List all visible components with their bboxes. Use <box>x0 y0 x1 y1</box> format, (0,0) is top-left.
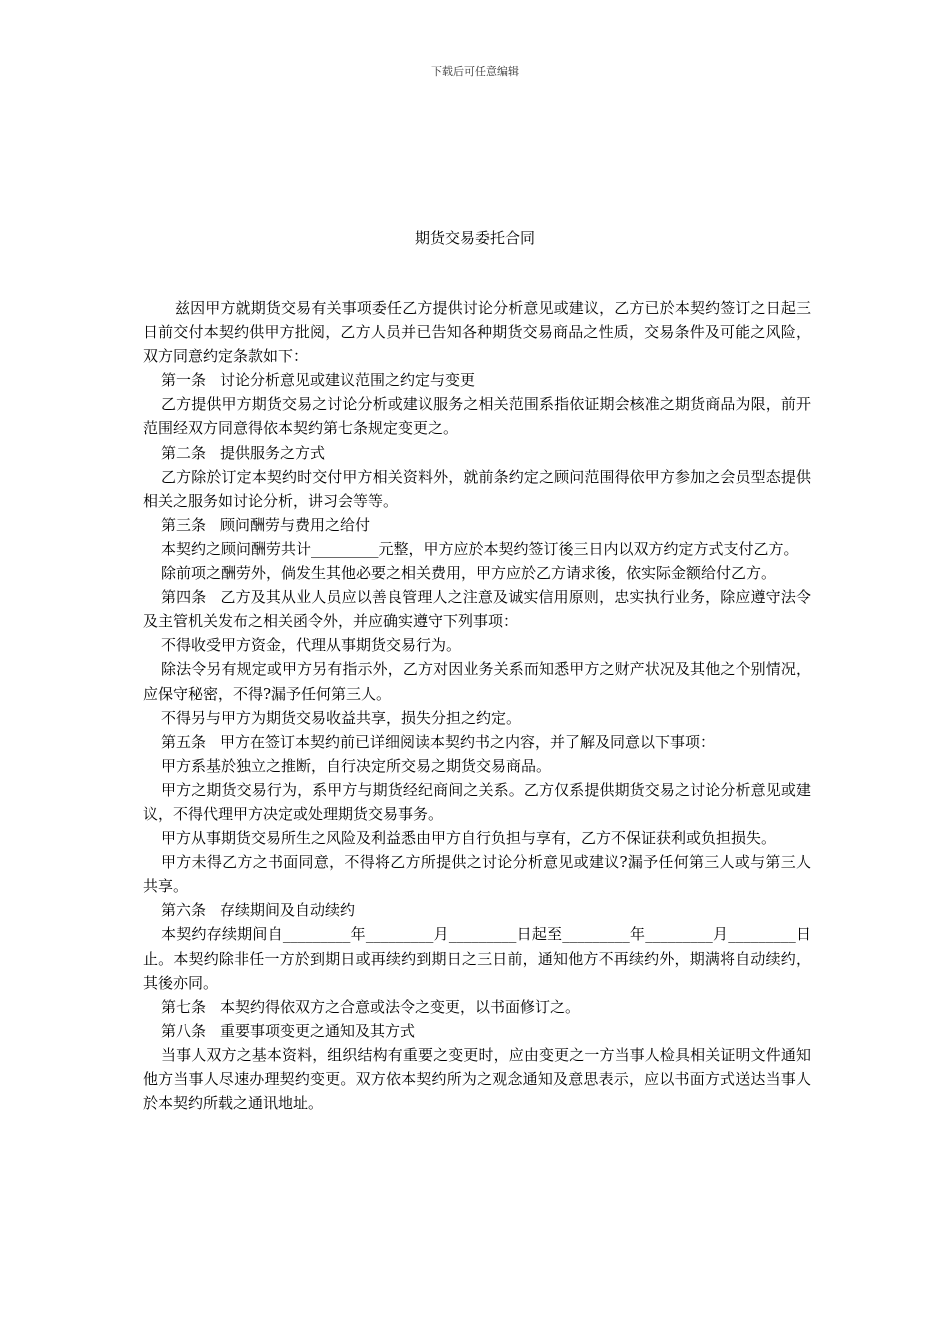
clause-paragraph: 甲方未得乙方之书面同意，不得将乙方所提供之讨论分析意见或建议?漏予任何第三人或与第三人共享。 <box>143 853 811 896</box>
article-number: 第一条 <box>161 371 207 390</box>
article-text: 存续期间及自动续约 <box>220 901 356 920</box>
article-heading <box>143 1019 811 1043</box>
article-heading <box>143 513 811 537</box>
clause-paragraph: 不得收受甲方资金，代理从事期货交易行为。 <box>161 636 462 655</box>
clause-paragraph: 除前项之酬劳外，倘发生其他必要之相关费用，甲方应於乙方请求後，依实际金额给付乙方。 <box>161 564 777 583</box>
clause-paragraph: 不得另与甲方为期货交易收益共享，损失分担之约定。 <box>161 708 522 727</box>
clause-paragraph: 甲方系基於独立之推断，自行决定所交易之期货交易商品。 <box>161 756 552 775</box>
clause-paragraph: 本契约存续期间自_________年_________月_________日起至_________年_________月_________日止。本契约除非任一方於到期日或再续约到期日之三日前，通知他方不再续约外，期满将自动续约，其後亦同。 <box>143 925 811 992</box>
article-number: 第七条 <box>161 997 207 1016</box>
article-heading <box>143 898 811 922</box>
article-text: 讨论分析意见或建议范围之约定与变更 <box>220 371 476 390</box>
header-note: 下载后可任意编辑 <box>431 65 519 78</box>
article-number: 第二条 <box>161 443 207 462</box>
article-text: 本契约得依双方之合意或法令之变更，以书面修订之。 <box>220 997 581 1016</box>
article-number: 第六条 <box>161 901 207 920</box>
document-title: 期货交易委托合同 <box>414 229 535 247</box>
clause-paragraph: 除法令另有规定或甲方另有指示外，乙方对因业务关系而知悉甲方之财产状况及其他之个别情况，应保守秘密，不得?漏予任何第三人。 <box>143 660 811 703</box>
article-text: 提供服务之方式 <box>220 443 326 462</box>
article-heading <box>143 995 811 1019</box>
clause-paragraph: 甲方从事期货交易所生之风险及利益悉由甲方自行负担与享有，乙方不保证获利或负担损失。 <box>161 829 777 848</box>
clause-paragraph: 乙方除於订定本契约时交付甲方相关资料外，就前条约定之顾问范围得依甲方参加之会员型态提供相关之服务如讨论分析，讲习会等等。 <box>143 467 811 510</box>
intro-paragraph: 兹因甲方就期货交易有关事项委任乙方提供讨论分析意见或建议，乙方已於本契约签订之日起三日前交付本契约供甲方批阅，乙方人员并已告知各种期货交易商品之性质，交易条件及可能之风险，双方同意约定条款如下： <box>143 299 811 366</box>
article-number: 第三条 <box>161 515 207 534</box>
article-number: 第八条 <box>161 1021 207 1040</box>
article-heading <box>143 368 811 392</box>
article-text: 乙方及其从业人员应以善良管理人之注意及诚实信用原则，忠实执行业务，除应遵守法令及主管机关发布之相关函令外，并应确实遵守下列事项： <box>143 588 811 631</box>
article-text: 顾问酬劳与费用之给付 <box>220 515 371 534</box>
clause-paragraph: 当事人双方之基本资料，组织结构有重要之变更时，应由变更之一方当事人检具相关证明文件通知他方当事人尽速办理契约变更。双方依本契约所为之观念通知及意思表示，应以书面方式送达当事人於本契约所载之通讯地址。 <box>143 1045 811 1113</box>
article-heading <box>143 585 811 633</box>
article-heading <box>143 730 811 754</box>
clause-paragraph: 甲方之期货交易行为，系甲方与期货经纪商间之关系。乙方仅系提供期货交易之讨论分析意见或建议，不得代理甲方决定或处理期货交易事务。 <box>143 780 811 823</box>
article-number: 第四条 <box>161 588 207 607</box>
document-body <box>143 296 811 1115</box>
article-number: 第五条 <box>161 732 207 751</box>
article-heading <box>143 441 811 465</box>
clause-paragraph: 本契约之顾问酬劳共计_________元整，甲方应於本契约签订後三日内以双方约定方式支付乙方。 <box>161 539 799 558</box>
clause-paragraph: 乙方提供甲方期货交易之讨论分析或建议服务之相关范围系指依证期会核准之期货商品为限，前开范围经双方同意得依本契约第七条规定变更之。 <box>143 395 811 438</box>
article-text: 甲方在签订本契约前已详细阅读本契约书之内容，并了解及同意以下事项： <box>220 732 716 751</box>
article-text: 重要事项变更之通知及其方式 <box>220 1021 416 1040</box>
